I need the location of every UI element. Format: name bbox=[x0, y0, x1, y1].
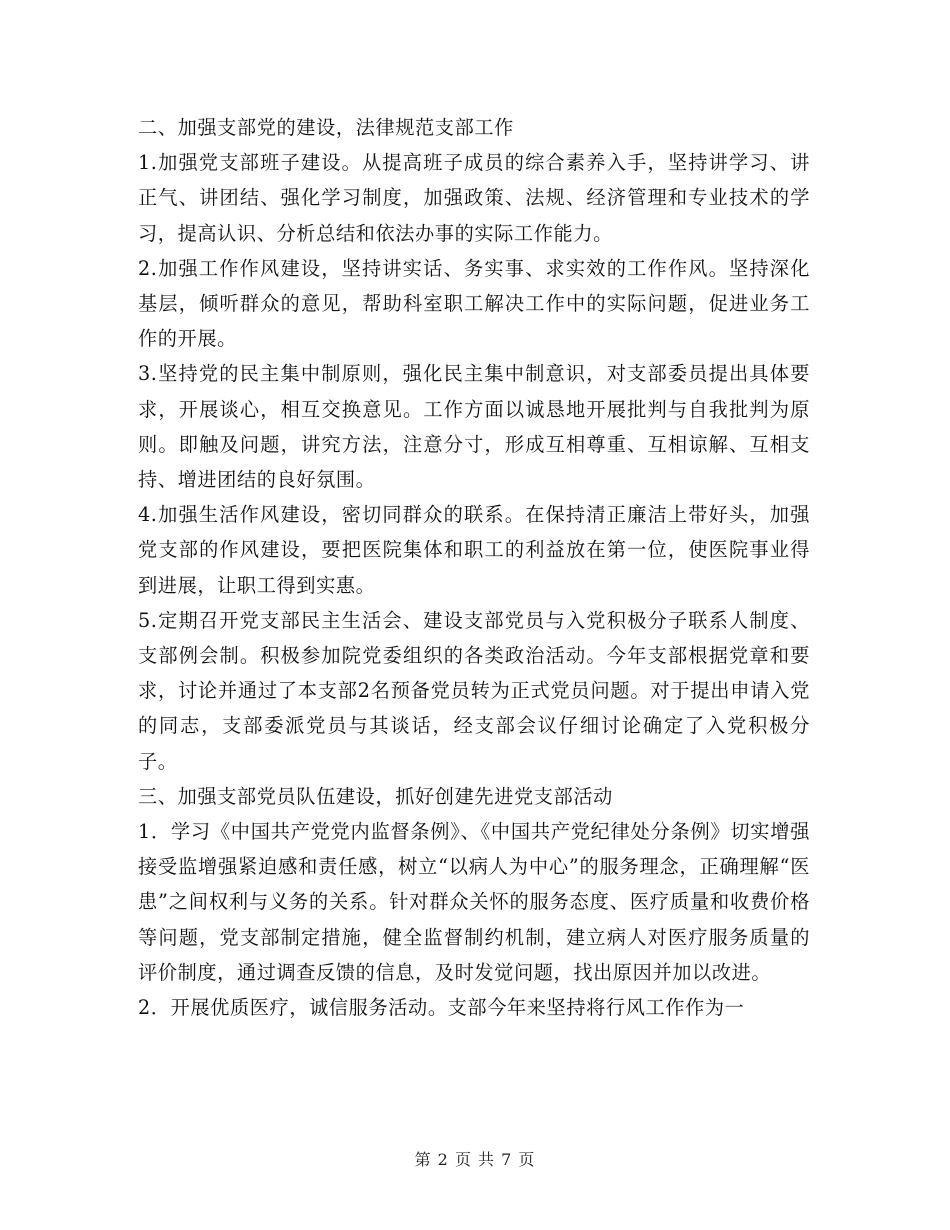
paragraph-2-3: 3.坚持党的民主集中制原则，强化民主集中制意识，对支部委员提出具体要求，开展谈心，相互交换意见。工作方面以诚恳地开展批判与自我批判为原则。即触及问题，讲究方法，注意分寸，形成互相尊重、互相谅解、互相支持、增进团结的良好氛围。 bbox=[138, 362, 810, 492]
section-heading-3: 三、加强支部党员队伍建设，抓好创建先进党支部活动 bbox=[138, 784, 613, 808]
paragraph-3-1: 1．学习《中国共产党党内监督条例》、《中国共产党纪律处分条例》切实增强接受监增强紧迫感和责任感，树立“以病人为中心”的服务理念，正确理解“医患”之间权利与义务的关系。针对群众关怀的服务态度、医疗质量和收费价格等问题，党支部制定措施，健全监督制约机制，建立病人对医疗服务质量的评价制度，通过调查反馈的信息，及时发觉问题，找出原因并加以改进。 bbox=[138, 820, 810, 984]
page-number-footer: 第 2 页 共 7 页 bbox=[414, 1150, 536, 1169]
paragraph-3-2: 2．开展优质医疗，诚信服务活动。支部今年来坚持将行风工作作为一 bbox=[138, 996, 745, 1020]
paragraph-2-1: 1.加强党支部班子建设。从提高班子成员的综合素养入手，坚持讲学习、讲正气、讲团结、强化学习制度，加强政策、法规、经济管理和专业技术的学习，提高认识、分析总结和依法办事的实际工作能力。 bbox=[138, 151, 810, 245]
paragraph-2-2: 2.加强工作作风建设，坚持讲实话、务实事、求实效的工作作风。坚持深化基层，倾听群众的意见，帮助科室职工解决工作中的实际问题，促进业务工作的开展。 bbox=[138, 256, 810, 351]
paragraph-2-4: 4.加强生活作风建设，密切同群众的联系。在保持清正廉洁上带好头，加强党支部的作风建设，要把医院集体和职工的利益放在第一位，使医院事业得到进展，让职工得到实惠。 bbox=[138, 503, 810, 597]
document-body bbox=[138, 110, 810, 1025]
paragraph-2-5: 5.定期召开党支部民主生活会、建设支部党员与入党积极分子联系人制度、支部例会制。积极参加院党委组织的各类政治活动。今年支部根据党章和要求，讨论并通过了本支部2名预备党员转为正式党员问题。对于提出申请入党的同志，支部委派党员与其谈话，经支部会议仔细讨论确定了入党积极分子。 bbox=[138, 608, 810, 773]
section-heading-2: 二、加强支部党的建设，法律规范支部工作 bbox=[138, 116, 514, 139]
